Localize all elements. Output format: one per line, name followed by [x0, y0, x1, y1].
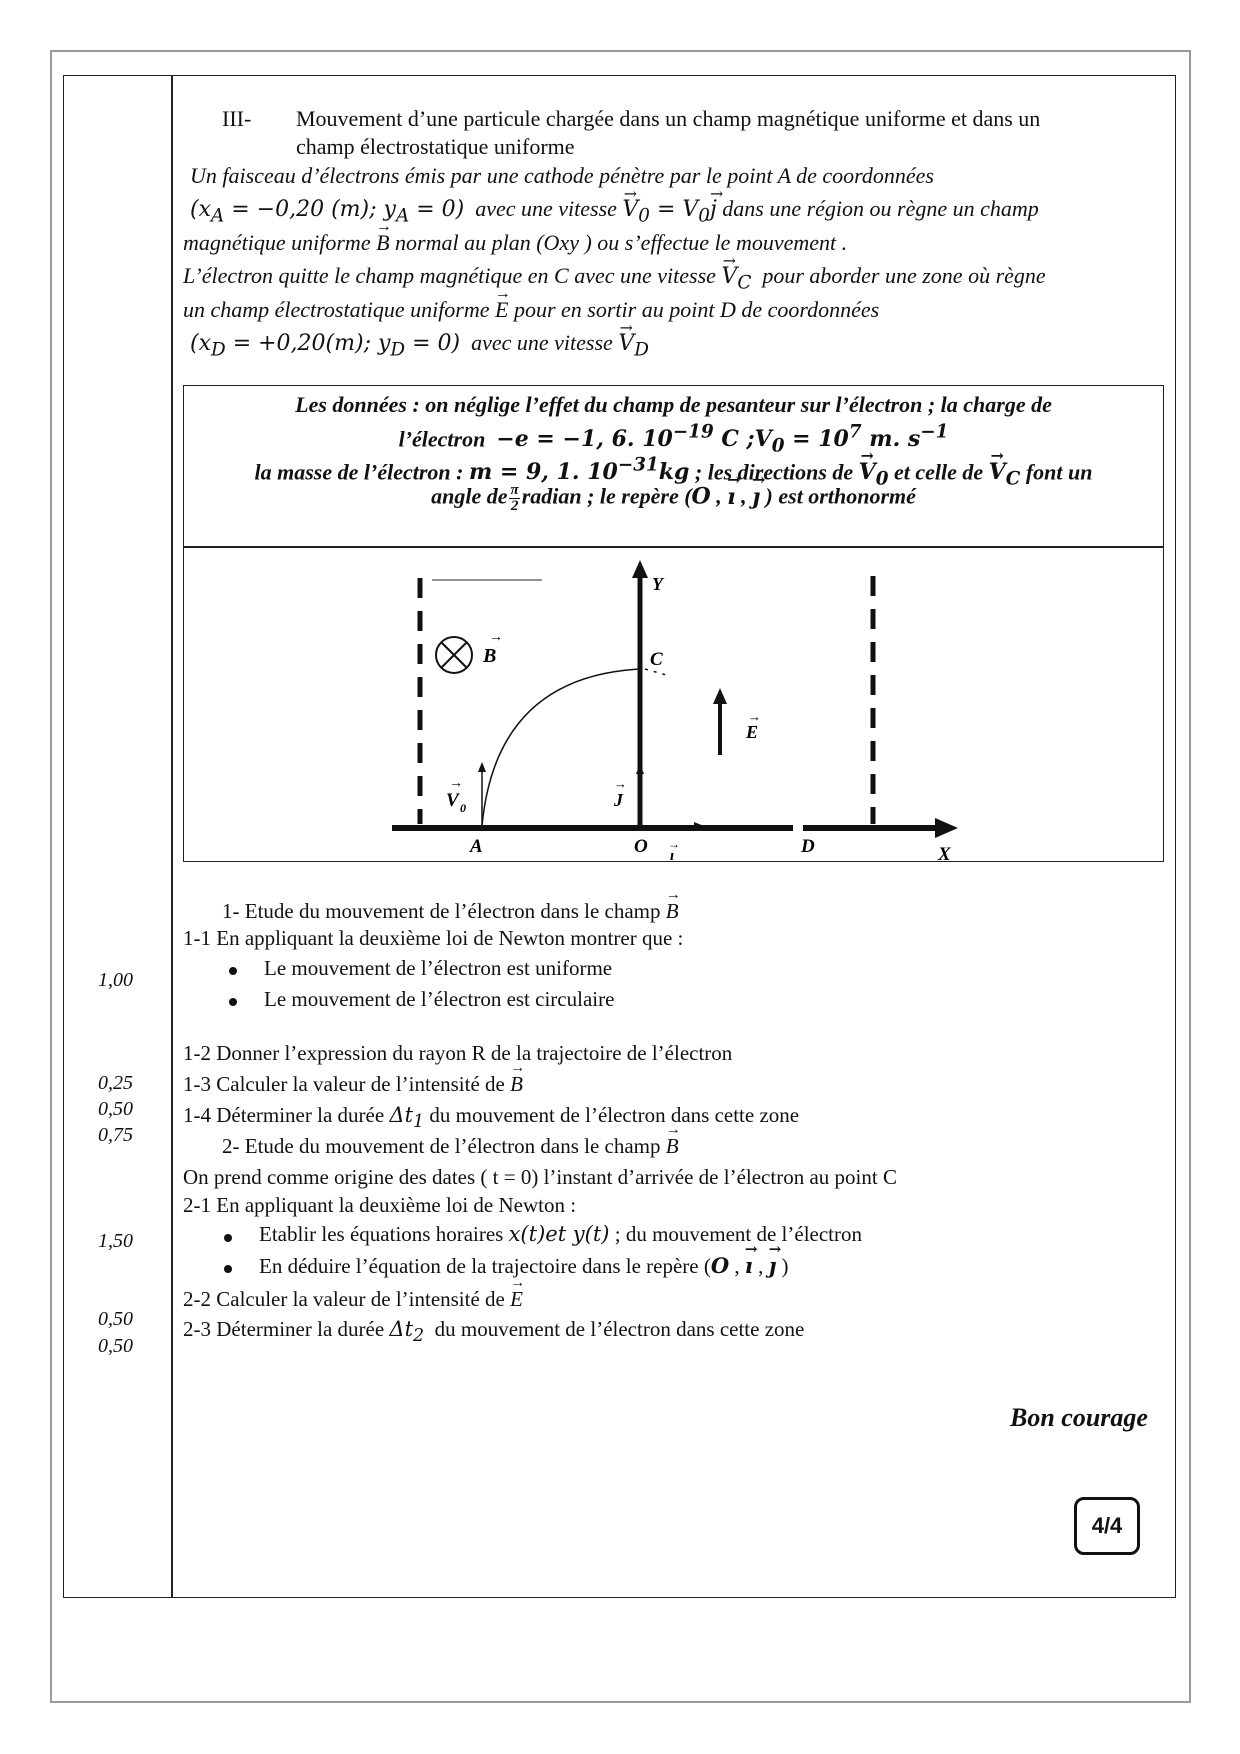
question-1-4: 1-4 Déterminer la durée $\Delta t_1$ du mouvement de l’électron dans cette zone	[183, 1103, 800, 1133]
intro-line-4: L’électron quitte le champ magnétique en C avec une vitesse → $V_C$ pour aborder une zone où règne	[183, 263, 1046, 293]
section-title-line1: Mouvement d’une particule chargée dans un champ magnétique uniforme et dans un	[296, 106, 1041, 131]
coord-a: ($x_A = -0,20$ (m); $y_A = 0$)	[190, 197, 465, 227]
score-value: 0,75	[98, 1124, 133, 1146]
y-axis-arrowhead	[632, 560, 648, 578]
intro-line-1: Un faisceau d’électrons émis par une cathode pénètre par le point A de coordonnées	[190, 163, 934, 188]
question-2-1-bullet-1: Etablir les équations horaires x(t)et y(t) ; du mouvement de l’électron	[259, 1222, 863, 1246]
question-2-1-bullet-2: En déduire l’équation de la trajectoire dans le repère (O , → ı , → ȷ )	[259, 1253, 789, 1279]
data-line-4: angle de $\frac{\pi}{2}$ radian ; le repère (O , → ı , → ȷ ) est orthonormé	[183, 483, 1164, 514]
e-field-label: E	[746, 722, 759, 742]
page-number: 4/4	[1074, 1497, 1140, 1555]
column-divider	[171, 75, 173, 1598]
question-1-3: 1-3 Calculer la valeur de l’intensité de → B	[183, 1072, 523, 1097]
motion-diagram	[184, 548, 1163, 861]
question-1-1-bullet-1: Le mouvement de l’électron est uniforme	[264, 956, 613, 980]
section-number: III-	[222, 106, 252, 131]
question-1-2: 1-2 Donner l’expression du rayon R de la trajectoire de l’électron	[183, 1041, 733, 1065]
point-a-label: A	[470, 836, 483, 857]
svg-text:→: →	[489, 630, 503, 645]
score-value: 1,50	[98, 1230, 133, 1252]
score-value: 0,50	[98, 1308, 133, 1330]
intro-line-6: ($x_D = +0,20(m)$; $y_D = 0$) avec une vitesse → $V_D$	[190, 330, 649, 360]
data-line-2: l’électron −e = −1, 6. $10^{-19}$ C $;V_0 = 10^7$ m. $s^{-1}$	[398, 422, 949, 457]
intro-line-2: ($x_A = -0,20$ (m); $y_A = 0$) avec une vitesse → $V_0 = V_0\to j$ dans une région ou règne un champ	[190, 196, 1039, 226]
question-2-origin: On prend comme origine des dates ( t = 0) l’instant d’arrivée de l’électron au point C	[183, 1165, 897, 1189]
bullet	[229, 967, 237, 975]
point-c-label: C	[650, 649, 663, 670]
svg-text:→: →	[449, 776, 463, 791]
bullet	[224, 1234, 232, 1242]
fraction-pi-over-2: $\frac{\pi}{2}$	[510, 482, 519, 514]
question-1-1: 1-1 En appliquant la deuxième loi de Newton montrer que :	[183, 926, 684, 950]
point-d-marker	[793, 819, 803, 837]
section-title-line2: champ électrostatique uniforme	[296, 134, 575, 159]
question-1-1-bullet-2: Le mouvement de l’électron est circulaire	[264, 987, 615, 1011]
score-value: 0,50	[98, 1098, 133, 1120]
svg-text:→: →	[668, 837, 680, 851]
coord-d: ($x_D = +0,20(m)$; $y_D = 0$)	[190, 331, 461, 361]
question-1-heading: 1- Etude du mouvement de l’électron dans le champ → B	[222, 899, 679, 924]
b-field-label: B	[483, 645, 497, 667]
question-2-2: 2-2 Calculer la valeur de l’intensité de → E	[183, 1287, 523, 1312]
j-vector-label: J	[614, 790, 623, 810]
svg-text:→: →	[614, 776, 627, 791]
point-o-label: O	[634, 836, 648, 857]
closing-text: Bon courage	[1010, 1403, 1148, 1432]
x-axis-label: X	[938, 844, 951, 861]
intro-line-5: un champ électrostatique uniforme → E pour en sortir au point D de coordonnées	[183, 297, 879, 323]
v0-label: V	[446, 790, 459, 811]
score-value: 0,50	[98, 1335, 133, 1357]
x-axis-arrowhead	[935, 818, 958, 838]
data-line-1: Les données : on néglige l’effet du champ de pesanteur sur l’électron ; la charge de	[295, 392, 1052, 417]
svg-text:→: →	[748, 709, 761, 724]
intro-line-3: magnétique uniforme → B normal au plan (Oxy ) ou s’effectue le mouvement .	[183, 230, 847, 256]
question-2-heading: 2- Etude du mouvement de l’électron dans le champ → B	[222, 1134, 679, 1159]
bullet	[224, 1265, 232, 1273]
score-value: 1,00	[98, 969, 133, 991]
y-axis-label: Y	[652, 574, 663, 594]
trajectory-continuation	[645, 669, 670, 676]
question-2-3: 2-3 Déterminer la durée $\Delta t_2$ du mouvement de l’électron dans cette zone	[183, 1317, 805, 1347]
svg-text:0: 0	[460, 801, 466, 815]
point-d-label: D	[801, 836, 815, 857]
bullet	[229, 998, 237, 1006]
data-line-3: la masse de l’électron : m = 9, 1. $10^{-31}kg$ ; les directions de → $V_0$ et celle de → $V_C$ font un	[183, 455, 1164, 490]
score-value: 0,25	[98, 1072, 133, 1094]
i-vector-label: ı	[670, 848, 675, 861]
question-2-1: 2-1 En appliquant la deuxième loi de Newton :	[183, 1193, 577, 1217]
